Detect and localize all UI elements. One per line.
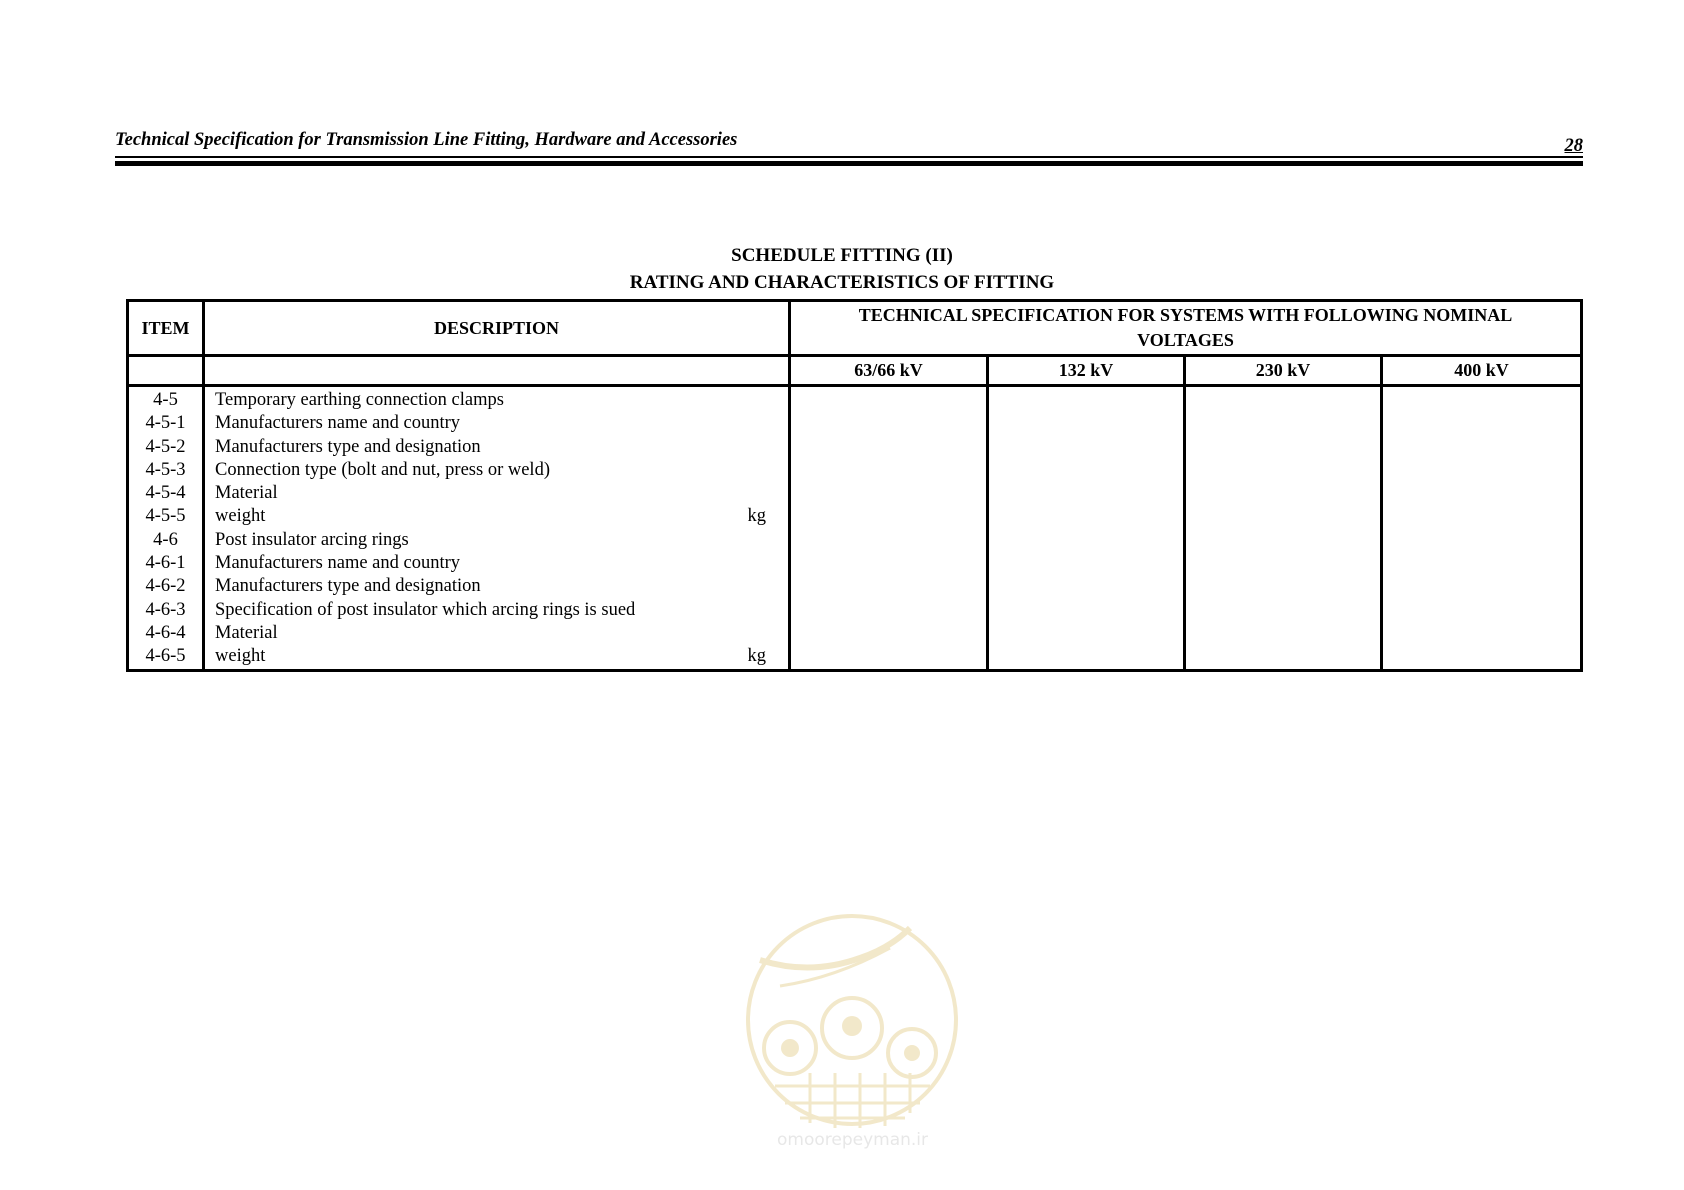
item-description: Post insulator arcing rings	[215, 529, 409, 550]
item-description: Manufacturers type and designation	[215, 436, 481, 457]
item-number: 4-6-5	[128, 645, 204, 670]
voltage-value-cell[interactable]	[1382, 529, 1582, 552]
voltage-value-cell[interactable]	[1185, 412, 1382, 435]
voltage-value-cell[interactable]	[790, 552, 988, 575]
voltage-value-cell[interactable]	[988, 505, 1185, 528]
voltage-value-cell[interactable]	[1382, 505, 1582, 528]
item-number: 4-5-3	[128, 459, 204, 482]
item-description-cell	[204, 599, 790, 622]
item-description-cell	[204, 386, 790, 413]
voltage-value-cell[interactable]	[1185, 645, 1382, 670]
table-row	[128, 599, 1582, 622]
column-header-description: DESCRIPTION	[204, 301, 790, 356]
voltage-value-cell[interactable]	[988, 575, 1185, 598]
item-unit: kg	[747, 506, 766, 527]
voltage-value-cell[interactable]	[1382, 436, 1582, 459]
voltage-value-cell[interactable]	[790, 529, 988, 552]
table-row	[128, 412, 1582, 435]
voltage-value-cell[interactable]	[790, 575, 988, 598]
page-number: 28	[1564, 136, 1583, 156]
item-description-cell	[204, 482, 790, 505]
item-number: 4-6-1	[128, 552, 204, 575]
voltage-value-cell[interactable]	[988, 599, 1185, 622]
voltage-value-cell[interactable]	[988, 552, 1185, 575]
item-number: 4-5-5	[128, 505, 204, 528]
voltage-value-cell[interactable]	[790, 436, 988, 459]
item-description-cell	[204, 622, 790, 645]
voltage-value-cell[interactable]	[1382, 575, 1582, 598]
voltage-value-cell[interactable]	[790, 622, 988, 645]
item-description-cell	[204, 459, 790, 482]
item-number: 4-6-4	[128, 622, 204, 645]
voltage-value-cell[interactable]	[1382, 412, 1582, 435]
voltage-value-cell[interactable]	[790, 386, 988, 413]
item-description: weight	[215, 506, 266, 527]
item-description: Material	[215, 483, 278, 504]
item-unit: kg	[747, 646, 766, 667]
table-row	[128, 645, 1582, 670]
item-number: 4-5-2	[128, 436, 204, 459]
column-header-item: ITEM	[128, 301, 204, 356]
column-header-voltage: 63/66 kV	[790, 356, 988, 386]
voltage-value-cell[interactable]	[1185, 552, 1382, 575]
table-row	[128, 575, 1582, 598]
table-row	[128, 505, 1582, 528]
voltage-value-cell[interactable]	[988, 459, 1185, 482]
item-number: 4-5-4	[128, 482, 204, 505]
voltage-value-cell[interactable]	[1382, 386, 1582, 413]
item-description-cell	[204, 529, 790, 552]
item-number: 4-6-3	[128, 599, 204, 622]
item-number: 4-5-1	[128, 412, 204, 435]
item-description: Specification of post insulator which arcing rings is sued	[215, 599, 636, 620]
voltage-value-cell[interactable]	[1185, 505, 1382, 528]
voltage-value-cell[interactable]	[790, 459, 988, 482]
header-rule-thin	[115, 156, 1583, 158]
voltage-value-cell[interactable]	[1382, 552, 1582, 575]
voltage-value-cell[interactable]	[988, 622, 1185, 645]
voltage-value-cell[interactable]	[988, 386, 1185, 413]
item-description-cell	[204, 412, 790, 435]
voltage-value-cell[interactable]	[1382, 482, 1582, 505]
voltage-value-cell[interactable]	[1382, 645, 1582, 670]
table-row	[128, 459, 1582, 482]
column-header-voltage: 132 kV	[988, 356, 1185, 386]
item-description: Manufacturers name and country	[215, 553, 461, 574]
watermark-logo	[740, 908, 965, 1160]
column-header-description-blank	[204, 356, 790, 386]
header-rule-thick	[115, 161, 1583, 166]
voltage-value-cell[interactable]	[790, 412, 988, 435]
voltage-value-cell[interactable]	[790, 482, 988, 505]
item-description-cell	[204, 645, 790, 670]
voltage-value-cell[interactable]	[988, 645, 1185, 670]
voltage-value-cell[interactable]	[1185, 436, 1382, 459]
table-row	[128, 529, 1582, 552]
voltage-value-cell[interactable]	[988, 436, 1185, 459]
item-description: weight	[215, 646, 266, 667]
item-description: Material	[215, 622, 278, 643]
item-description-cell	[204, 575, 790, 598]
schedule-title: SCHEDULE FITTING (II)	[731, 245, 953, 266]
voltage-value-cell[interactable]	[988, 529, 1185, 552]
item-description-cell	[204, 436, 790, 459]
item-description-cell	[204, 505, 790, 528]
voltage-value-cell[interactable]	[988, 412, 1185, 435]
item-description-cell	[204, 552, 790, 575]
item-description: Temporary earthing connection clamps	[215, 390, 504, 410]
item-number: 4-6-2	[128, 575, 204, 598]
schedule-subtitle: RATING AND CHARACTERISTICS OF FITTING	[629, 272, 1055, 293]
voltage-value-cell[interactable]	[1185, 575, 1382, 598]
column-header-voltage: 230 kV	[1185, 356, 1382, 386]
column-header-voltage: 400 kV	[1382, 356, 1582, 386]
voltage-value-cell[interactable]	[1185, 482, 1382, 505]
voltage-value-cell[interactable]	[1382, 622, 1582, 645]
column-header-group: TECHNICAL SPECIFICATION FOR SYSTEMS WITH FOLLOWING NOMINAL VOLTAGES	[790, 301, 1582, 356]
voltage-value-cell[interactable]	[1185, 386, 1382, 413]
item-number: 4-6	[128, 529, 204, 552]
item-number: 4-5	[128, 386, 204, 413]
voltage-value-cell[interactable]	[1185, 622, 1382, 645]
voltage-value-cell[interactable]	[1382, 459, 1582, 482]
voltage-value-cell[interactable]	[1185, 599, 1382, 622]
table-row	[128, 622, 1582, 645]
voltage-value-cell[interactable]	[988, 482, 1185, 505]
column-header-item-blank	[128, 356, 204, 386]
voltage-value-cell[interactable]	[1185, 459, 1382, 482]
table-row	[128, 386, 1582, 413]
item-description: Manufacturers type and designation	[215, 576, 481, 597]
document-title: Technical Specification for Transmission Line Fitting, Hardware and Accessories	[115, 130, 738, 150]
voltage-value-cell[interactable]	[790, 645, 988, 670]
voltage-value-cell[interactable]	[1382, 599, 1582, 622]
voltage-value-cell[interactable]	[1185, 529, 1382, 552]
voltage-value-cell[interactable]	[790, 505, 988, 528]
table-row	[128, 552, 1582, 575]
specification-table	[126, 299, 1583, 672]
item-description: Connection type (bolt and nut, press or weld)	[215, 459, 550, 480]
emblem-icon	[740, 908, 965, 1133]
watermark-url: omoorepeyman.ir	[776, 1130, 929, 1150]
table-row	[128, 436, 1582, 459]
voltage-value-cell[interactable]	[790, 599, 988, 622]
table-row	[128, 482, 1582, 505]
item-description: Manufacturers name and country	[215, 413, 461, 434]
